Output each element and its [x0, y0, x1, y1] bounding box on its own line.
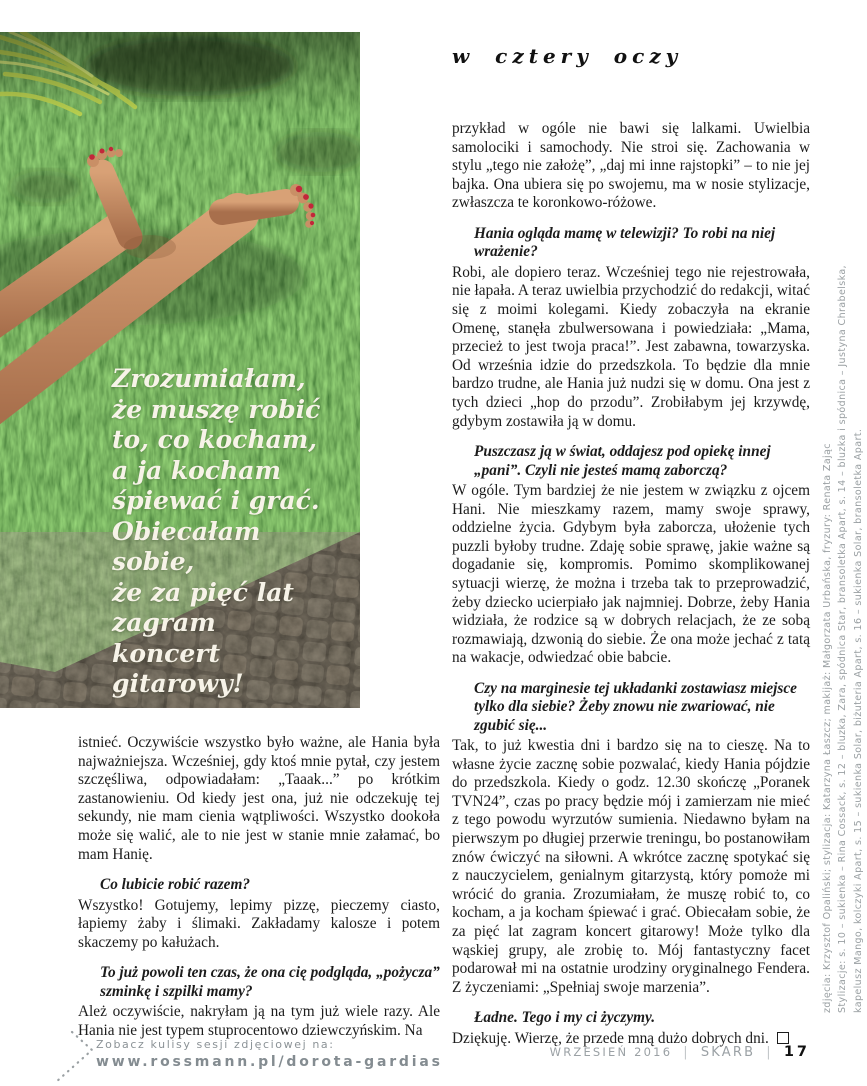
quote-line: koncert: [112, 638, 221, 668]
page-number: 17: [783, 1044, 810, 1060]
footer-divider: |: [683, 1044, 690, 1060]
quote-line: a ja kocham: [112, 455, 281, 485]
answer-paragraph: istnieć. Oczywiście wszystko było ważne, ale Hania była najważniejsza. Wcześniej, gdy ktoś mnie pytał, czy jestem szczęśliwa, odpowiadałam: „Taaak...” po krótkim zastanowieniu. Od kiedy jest ona, już nie odczekuję tej sekundy, nie mam cienia wątpliwości. Wszystko dookoła może się walić, ale to nie jest w stanie mnie załamać, bo mam Hanię.: [78, 734, 440, 863]
legs-on-grass-photo: [0, 32, 360, 708]
quote-line: że za pięć lat: [112, 577, 294, 607]
quote-line: gitarowy!: [112, 669, 244, 698]
question-heading: Ładne. Tego i my ci życzymy.: [474, 1009, 656, 1027]
answer-text: Dziękuję. Wierzę, że przede mną dużo dobrych dni.: [452, 1029, 769, 1047]
issue-date: WRZESIEŃ 2016: [549, 1045, 673, 1059]
quote-line: zagram: [112, 608, 216, 637]
end-of-article-mark: [777, 1032, 789, 1044]
quote-line: Zrozumiałam,: [112, 364, 306, 393]
question-heading: Puszczasz ją w świat, oddajesz pod opiekę innej „pani”. Czyli nie jesteś mamą zaborczą?: [474, 443, 771, 479]
credits-line: Stylizacje: s. 10 – sukienka – Rina Cossack, s. 12 – bluzka, Zara, spódnica Star, bransoletka Apart, s. 14 – bluzka i spódnica – Justyna Chrabelska,: [837, 265, 849, 1013]
question-heading: Hania ogląda mamę w telewizji? To robi na niej wrażenie?: [474, 224, 776, 261]
see-more-label: Zobacz kulisy sesji zdjęciowej na:: [96, 1038, 335, 1051]
quote-line: śpiewać i grać.: [112, 486, 320, 515]
answer-paragraph: Ależ oczywiście, nakryłam ją na tym już wiele razy. Ale Hania nie jest typem stuprocentowo dziewczyńskim. Na: [78, 1003, 440, 1039]
backstage-promo: [96, 1038, 443, 1070]
quote-line: Obiecałam: [112, 516, 261, 546]
pull-quote: [112, 364, 360, 700]
quote-line: że muszę robić: [112, 394, 321, 424]
answer-paragraph: Wszystko! Gotujemy, lepimy pizzę, pieczemy ciasto, łapiemy żaby i ślimaki. Zakładamy kalosze i potem skaczemy po kałużach.: [78, 896, 440, 951]
right-column: [452, 120, 810, 1048]
backstage-link[interactable]: www.rossmann.pl/dorota-gardias: [96, 1054, 443, 1070]
quote-line: to, co kocham,: [112, 425, 317, 454]
question-heading: Czy na marginesie tej układanki zostawiasz miejsce tylko dla siebie? Żeby znowu nie zwariować, nie zgubić się...: [474, 679, 797, 734]
question-heading: Co lubicie robić razem?: [100, 876, 250, 894]
page-footer-info: [550, 1044, 810, 1060]
left-column: [78, 734, 440, 1040]
footer-divider: |: [766, 1044, 773, 1060]
quote-line: sobie,: [112, 547, 195, 576]
photo-credits: [820, 223, 866, 1013]
answer-paragraph: Tak, to już kwestia dni i bardzo się na to cieszę. Na to własne życie zacznę sobie pozwalać, kiedy Hania pójdzie do przedszkola. Kiedy o godz. 12.30 skończę „Poranek TVN24”, czas po pracy będzie mój i zamierzam nie mieć z tego powodu wyrzutów sumienia. Niedawno byłam na pierwszym po długiej przerwie treningu, bo postanowiłam znów ćwiczyć na siłowni. A wkrótce zacznę spotykać się z nauczycielem, genialnym gitarzystą, który pomoże mi wrócić do grania. Zrozumiałam, że muszę robić to, co kocham, a ja kocham śpiewać i grać. Obiecałam sobie, że za pięć lat zagram koncert gitarowy! Może tylko dla wąskiej grupy, ale zrobię to. Mój fantastyczny facet podarował mi na ostatnie urodziny oryginalnego Fendera. Z życzeniami: „Spełniaj swoje marzenia”.: [452, 737, 810, 996]
dotted-arrow-icon: [52, 1028, 96, 1086]
section-label: w cztery oczy: [452, 44, 683, 68]
answer-paragraph: W ogóle. Tym bardziej że nie jestem w związku z ojcem Hani. Nie mieszkamy razem, mamy swoje sprawy, oddzielne życia. Gdybym była zaborcza, ułożenie tych puzzli byłoby trudne. Zdaję sobie sprawę, jakie ważne są dogadanie się, kompromis. Pomimo skomplikowanej sytuacji wierzę, że można i trzeba tak to przeprowadzić, żeby dziecko ucierpiało jak najmniej. Dobrze, żeby Hania widziała, że rodzice są w dobrych relacjach, że ze sobą rozmawiają, dzwonią do siebie. Że ona może jechać z tatą na wakacje, odwiedzać obie babcie.: [452, 481, 810, 667]
question-heading: To już powoli ten czas, że ona cię podgląda, „pożycza” szminkę i szpilki mamy?: [100, 964, 440, 1000]
answer-paragraph: Robi, ale dopiero teraz. Wcześniej tego nie rejestrowała, nie łapała. A teraz uwielbia przychodzić do redakcji, witać się z moimi kolegami. Kiedy zobaczyła na ekranie Omenę, stanęła zbulwersowana i powiedziała: „Mama, przecież to jest twoja praca!”. Jest zabawna, towarzyska. Od września idzie do przedszkola. To będzie dla mnie bardzo trudne, ale Hania już nudzi się w domu. Ona jest z tych dzieci „hop do przodu”. Zrobiłabym jej krzywdę, gdybym zostawiła ją w domu.: [452, 263, 810, 430]
credits-line: zdjęcia: Krzysztof Opaliński; stylizacja: Katarzyna Łaszcz; makijaż: Małgorzata Urbańska, fryzury: Renata Zając: [822, 443, 833, 1013]
credits-line: kapelusz Mango, kolczyki Apart, s. 15 – sukienka Solar, biżuteria Apart, s. 16 – sukienka Solar, bransoletka Apart.: [852, 428, 864, 1013]
answer-paragraph: przykład w ogóle nie bawi się lalkami. Uwielbia samolociki i samochody. Nie stroi się. Zachowania w stylu „tego nie założę”, „daj mi inne rajstopki” – to nie jej bajka. Ona ubiera się po swojemu, ma w nosie stylizacje, zwłaszcza te koronkowo-różowe.: [452, 120, 810, 212]
magazine-name: SKARB: [700, 1044, 756, 1060]
